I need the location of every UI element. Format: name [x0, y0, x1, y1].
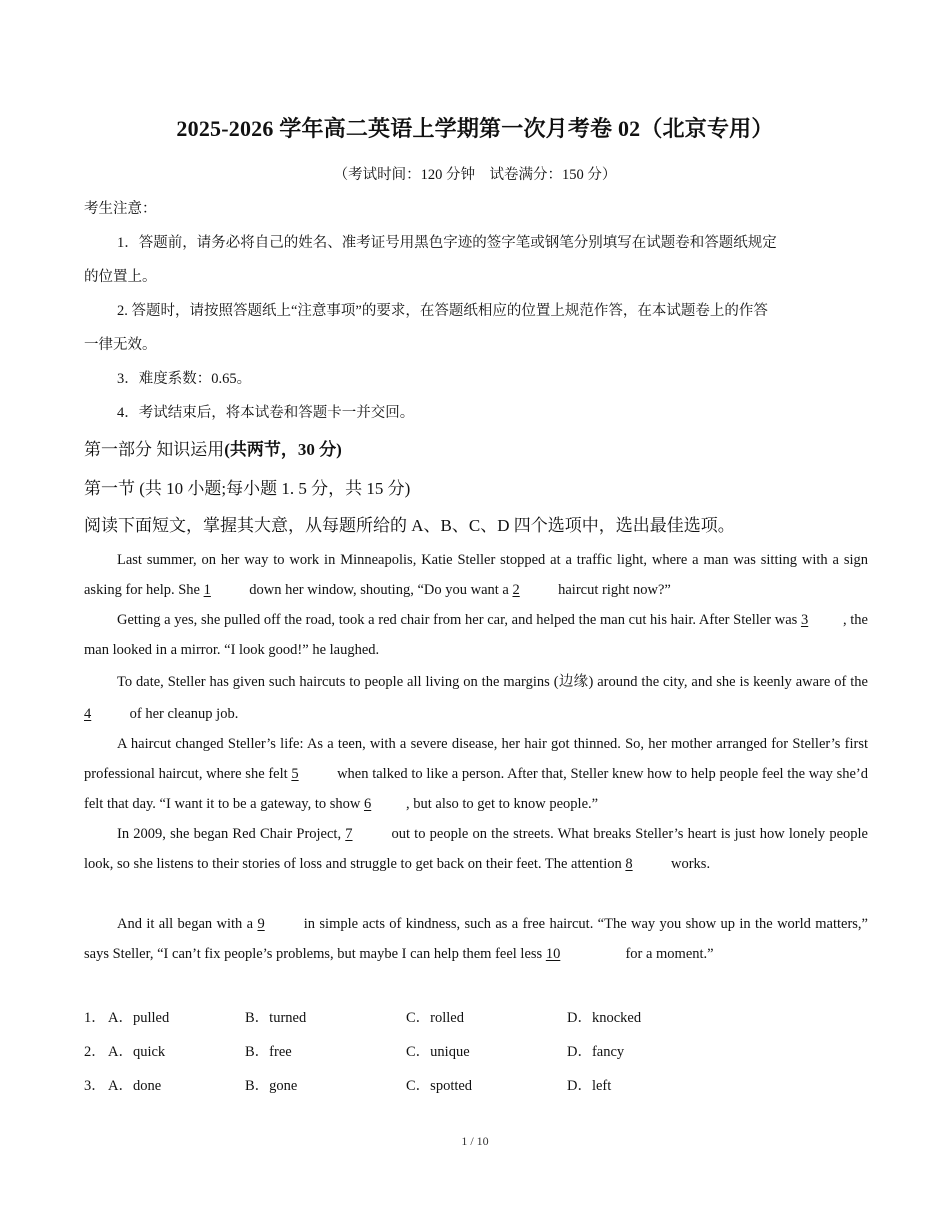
page-number: 1 / 10: [461, 1134, 489, 1148]
passage-text: works.: [667, 856, 711, 872]
passage-paragraph-2: [84, 605, 868, 665]
passage-paragraph-6: [84, 909, 868, 969]
option-c: C．rolled: [406, 1010, 464, 1026]
passage-text: , but also to get to know people.”: [405, 796, 599, 812]
passage-paragraph-1: [84, 545, 868, 605]
passage-text: in simple acts of kindness, such as a free haircut. “The way you show up in the world matters,” says Steller, “I can’t fix people’s problems, but maybe I can help them feel less: [84, 916, 868, 962]
passage-paragraph-5: [84, 819, 868, 879]
passage-text: when talked to like a person. After that, Steller knew how to help people feel the way she’d felt that day. “I want it to be a gateway, to show: [84, 766, 868, 812]
passage-text: of her cleanup job.: [126, 706, 239, 722]
part-one-label: 第一部分 知识运用: [84, 440, 225, 459]
passage-text: out to people on the streets. What breaks Steller’s heart is just how lonely people look, so she listens to their stories of loss and struggle to get back on their feet. The attention: [84, 826, 868, 872]
passage-text: for a moment.”: [621, 946, 714, 962]
option-d: D．left: [567, 1078, 612, 1094]
option-c: C．unique: [406, 1044, 470, 1060]
option-b: B．turned: [245, 1010, 307, 1026]
blank-10: 10: [545, 946, 561, 962]
passage-text: , the man looked in a mirror. “I look good!” he laughed.: [84, 612, 868, 658]
blank-9: 9: [257, 916, 265, 932]
notice-item-2-line-1: 2. 答题时，请按照答题纸上“注意事项”的要求，在答题纸相应的位置上规范作答，在本试题卷上的作答: [117, 303, 768, 319]
part-one-heading: [84, 435, 342, 460]
passage-text: Getting a yes, she pulled off the road, took a red chair from her car, and helped the man cut his hair. After Steller was: [117, 612, 801, 628]
blank-1: 1: [203, 582, 211, 598]
passage-text: Last summer, on her way to work in Minneapolis, Katie Steller stopped at a traffic light, where a man was sitting with a sign asking for help. She: [84, 552, 868, 598]
blank-2: 2: [512, 582, 520, 598]
passage-text: haircut right now?”: [554, 582, 671, 598]
question-number: 3．: [84, 1078, 106, 1094]
question-number: 2．: [84, 1044, 106, 1060]
option-b: B．gone: [245, 1078, 298, 1094]
option-d: D．fancy: [567, 1044, 625, 1060]
option-c: C．spotted: [406, 1078, 473, 1094]
passage-paragraph-4: [84, 729, 868, 819]
option-a: A．quick: [108, 1044, 166, 1060]
passage-text: To date, Steller has given such haircuts to people all living on the margins (边缘) around the city, and she is keenly aware of the: [117, 674, 868, 690]
option-d: D．knocked: [567, 1010, 642, 1026]
notice-item-1-line-2: 的位置上。: [84, 269, 157, 285]
part-one-detail-open: (共两节，: [224, 440, 298, 459]
blank-8: 8: [625, 856, 633, 872]
blank-3: 3: [800, 612, 809, 628]
blank-4: 4: [84, 706, 92, 722]
exam-title: 2025-2026 学年高二英语上学期第一次月考卷 02（北京专用）: [176, 116, 774, 141]
blank-6: 6: [363, 796, 372, 812]
option-a: A．pulled: [108, 1010, 170, 1026]
question-number: 1．: [84, 1010, 106, 1026]
section-one-instruction: 阅读下面短文，掌握其大意，从每题所给的 A、B、C、D 四个选项中，选出最佳选项。: [84, 516, 735, 535]
exam-subtitle: （考试时间：120 分钟 试卷满分：150 分）: [333, 167, 617, 183]
part-one-detail-close: 分): [314, 440, 342, 459]
passage-text: down her window, shouting, “Do you want a: [245, 582, 513, 598]
passage-text: In 2009, she began Red Chair Project,: [117, 826, 346, 842]
notice-item-1-line-1: 1．答题前，请务必将自己的姓名、准考证号用黑色字迹的签字笔或钢笔分别填写在试题卷和答题纸规定: [117, 235, 777, 251]
passage-paragraph-3: [84, 666, 868, 730]
blank-5: 5: [291, 766, 299, 782]
passage-text: And it all began with a: [117, 916, 258, 932]
notice-heading: 考生注意：: [84, 201, 157, 217]
notice-item-4: 4．考试结束后，将本试卷和答题卡一并交回。: [117, 405, 415, 421]
notice-item-3: 3．难度系数：0.65。: [117, 371, 252, 387]
notice-item-2-line-2: 一律无效。: [84, 337, 157, 353]
blank-7: 7: [345, 826, 353, 842]
passage-text: A haircut changed Steller’s life: As a teen, with a severe disease, her hair got thinned. So, her mother arranged for Steller’s first professional haircut, where she felt: [84, 736, 868, 782]
part-one-points: 30: [297, 440, 315, 459]
option-a: A．done: [108, 1078, 162, 1094]
section-one-heading: 第一节 (共 10 小题;每小题 1. 5 分，共 15 分): [84, 479, 411, 498]
option-b: B．free: [245, 1044, 292, 1060]
